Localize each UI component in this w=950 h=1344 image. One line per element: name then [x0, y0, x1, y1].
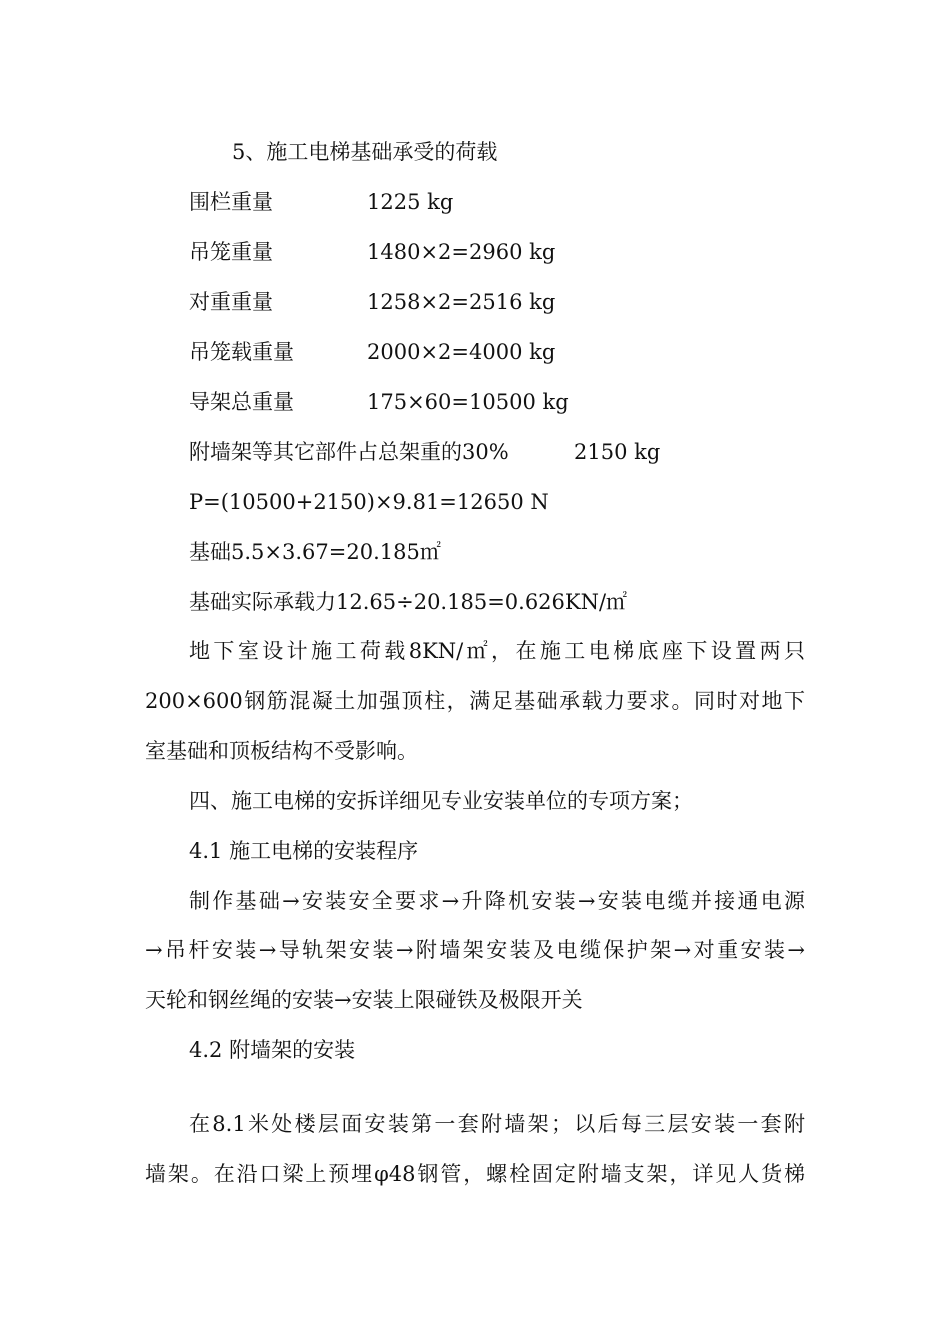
- foundation-capacity: 基础实际承载力12.65÷20.185=0.626KN/㎡: [189, 590, 628, 614]
- load-row-attached: [189, 438, 661, 466]
- load-value: 1225 kg: [367, 190, 454, 214]
- sub41-heading: 4.1 施工电梯的安装程序: [189, 839, 419, 863]
- wall-para-line-1: 在8.1米处楼层面安装第一套附墙架；以后每三层安装一套附: [189, 1112, 805, 1136]
- basement-para-line-2: 200×600钢筋混凝土加强顶柱，满足基础承载力要求。同时对地下: [145, 689, 805, 713]
- load-row-cage: [189, 238, 556, 266]
- load-row-counterweight: [189, 288, 556, 316]
- load-label: 围栏重量: [189, 190, 273, 214]
- load-value: 2000×2=4000 kg: [367, 340, 556, 364]
- load-row-mast: [189, 388, 569, 416]
- load-value: 2150 kg: [574, 440, 661, 464]
- load-label: 吊笼重量: [189, 240, 273, 264]
- load-label: 吊笼载重量: [189, 340, 294, 364]
- load-label: 附墙架等其它部件占总架重的30%: [189, 440, 509, 464]
- formula-p: P=(10500+2150)×9.81=12650 N: [189, 490, 549, 514]
- section4-heading: 四、施工电梯的安拆详细见专业安装单位的专项方案；: [189, 789, 693, 813]
- load-label: 导架总重量: [189, 390, 294, 414]
- load-row-fence: [189, 188, 454, 216]
- load-row-cage-payload: [189, 338, 556, 366]
- basement-para-line-3: 室基础和顶板结构不受影响。: [145, 739, 418, 763]
- load-value: 1258×2=2516 kg: [367, 290, 556, 314]
- load-label: 对重重量: [189, 290, 273, 314]
- section-heading: 5、施工电梯基础承受的荷载: [232, 140, 498, 164]
- load-value: 175×60=10500 kg: [367, 390, 569, 414]
- procedure-para-line-3: 天轮和钢丝绳的安装→安装上限碰铁及极限开关: [145, 988, 583, 1012]
- wall-para-line-2: 墙架。在沿口梁上预埋φ48钢管，螺栓固定附墙支架，详见人货梯: [145, 1162, 805, 1186]
- procedure-para-line-2: →吊杆安装→导轨架安装→附墙架安装及电缆保护架→对重安装→: [145, 938, 805, 962]
- basement-para-line-1: 地下室设计施工荷载8KN/㎡，在施工电梯底座下设置两只: [189, 639, 805, 663]
- foundation-area: 基础5.5×3.67=20.185㎡: [189, 540, 441, 564]
- procedure-para-line-1: 制作基础→安装安全要求→升降机安装→安装电缆并接通电源: [189, 889, 805, 913]
- load-value: 1480×2=2960 kg: [367, 240, 556, 264]
- sub42-heading: 4.2 附墙架的安装: [189, 1038, 356, 1062]
